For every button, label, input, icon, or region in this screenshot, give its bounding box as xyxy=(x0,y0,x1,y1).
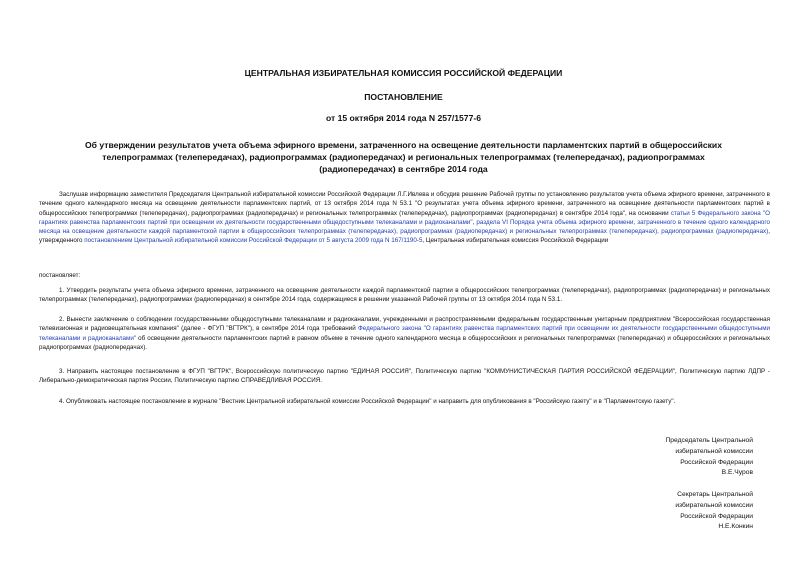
cec-resolution-link[interactable]: постановлением Центральной избирательной комиссии Российской Федерации от 5 августа 2009 года N 167/1190-5 xyxy=(84,237,423,245)
secretary-name: Н.Е.Конкин xyxy=(718,523,753,531)
document-title: Об утверждении результатов учета объема эфирного времени, затраченного на освещение деятельности парламентских партий в общероссийских телепрограммах (телепередачах), радиопрограммах (радиопередачах) и региональных телепрограммах (телепередачах), радиопрограммах (радиопередачах) в сентябре 2014 года xyxy=(85,140,722,174)
intro-text-1: Заслушав информацию заместителя Председателя Центральной избирательной комиссии Российской Федерации Л.Г.Ивлева и обсудив решение Рабочей группы по установлению результатов учета объема эфирного времени, затраченного в течение одного календарного месяца на освещение деятельности парламентских партий, от 13 октября 2014 года N 53.1 "О результатах учета объема эфирного времени, затраченного на освещение деятельности парламентских партий в общероссийских телепрограммах (телепередачах), радиопрограммах (радиопередачах) и региональных телепрограммах (телепередачах), радиопрограммах (радиопередачах) в сентябре 2014 года", на основании xyxy=(39,191,770,217)
secretary-title-line-1: Секретарь Центральной xyxy=(677,491,753,498)
intro-text-3: , утвержденного xyxy=(39,228,770,245)
chair-name: В.Е.Чуров xyxy=(721,469,753,477)
secretary-title-line-3: Российской Федерации xyxy=(680,512,753,520)
secretary-title-line-2: избирательной комиссии xyxy=(675,501,753,509)
document-date-number: от 15 октября 2014 года N 257/1577-6 xyxy=(325,113,481,123)
intro-paragraph xyxy=(39,190,770,246)
resolves-label: постановляет: xyxy=(39,272,81,279)
law-article-5-link[interactable]: статьи 5 Федерального закона "О гарантиях равенства парламентских партий при освещении их деятельности государственными общедоступными телеканалами и радиоканалами" xyxy=(39,209,770,226)
chair-title-line-2: избирательной комиссии xyxy=(675,447,753,455)
item-4-paragraph: 4. Опубликовать настоящее постановление в журнале "Вестник Центральной избирательной комиссии Российской Федерации" и направить для опубликования в "Российскую газету" и в "Парламентскую газету". xyxy=(59,398,676,405)
intro-text-2: , xyxy=(472,218,477,226)
item-2-text-1: 2. Вынести заключение о соблюдении государственными общедоступными телеканалами и радиоканалами, учрежденными и распространяемыми федеральным государственным унитарным предприятием "Всероссийская государственная телевизионная и радиовещательная компания" (далее - ФГУП "ВГТРК"), в сентябре 2014 года требований xyxy=(39,316,770,333)
item-2-text-2: об освещении деятельности парламентских партий в равном объеме в течение одного календарного месяца в общероссийских и региональных телепрограммах (телепередачах) и общероссийских и региональных радиопрограммах (радиопередачах). xyxy=(39,334,771,351)
secretary-signature-block xyxy=(553,490,753,533)
chair-signature-block xyxy=(553,436,753,479)
item-1-paragraph: 1. Утвердить результаты учета объема эфирного времени, затраченного на освещение деятельности каждой парламентской партии в общероссийских телепрограммах (телепередачах), радиопрограммах (радиопередачах) и региональных телепрограммах (телепередачах), радиопрограммах (радиопередачах) в сентябре 2014 года, содержащиеся в решении указанной Рабочей группы от 13 октября 2014 года N 53.1. xyxy=(39,287,770,304)
document-type-heading: ПОСТАНОВЛЕНИЕ xyxy=(364,92,443,102)
chair-title-line-1: Председатель Центральной xyxy=(665,437,753,444)
item-3-paragraph: 3. Направить настоящее постановление в ФГУП "ВГТРК", Всероссийскую политическую партию "ЕДИНАЯ РОССИЯ", Политическую партию "КОММУНИСТИЧЕСКАЯ ПАРТИЯ РОССИЙСКОЙ ФЕДЕРАЦИИ", Политическую партию ЛДПР - Либерально-демократическая партия России, Политическую партию СПРАВЕДЛИВАЯ РОССИЯ. xyxy=(39,368,770,385)
organization-heading: ЦЕНТРАЛЬНАЯ ИЗБИРАТЕЛЬНАЯ КОМИССИЯ РОССИЙСКОЙ ФЕДЕРАЦИИ xyxy=(244,68,563,78)
procedure-section-6-link[interactable]: раздела VI Порядка учета объема эфирного времени, затраченного в течение одного календарного месяца на освещение деятельности каждой парламентской партии в общероссийских телепрограммах (телепередачах), радиопрограммах (радиопередачах) и региональных телепрограммах (телепередачах), радиопрограммах (радиопередачах) xyxy=(39,218,770,236)
item-2-paragraph xyxy=(39,315,770,352)
guarantees-law-link[interactable]: Федерального закона "О гарантиях равенства парламентских партий при освещении их деятельности государственными общедоступными телеканалами и радиоканалами" xyxy=(39,325,770,342)
chair-title-line-3: Российской Федерации xyxy=(680,458,753,466)
intro-text-4: , Центральная избирательная комиссия Российской Федерации xyxy=(422,237,609,245)
